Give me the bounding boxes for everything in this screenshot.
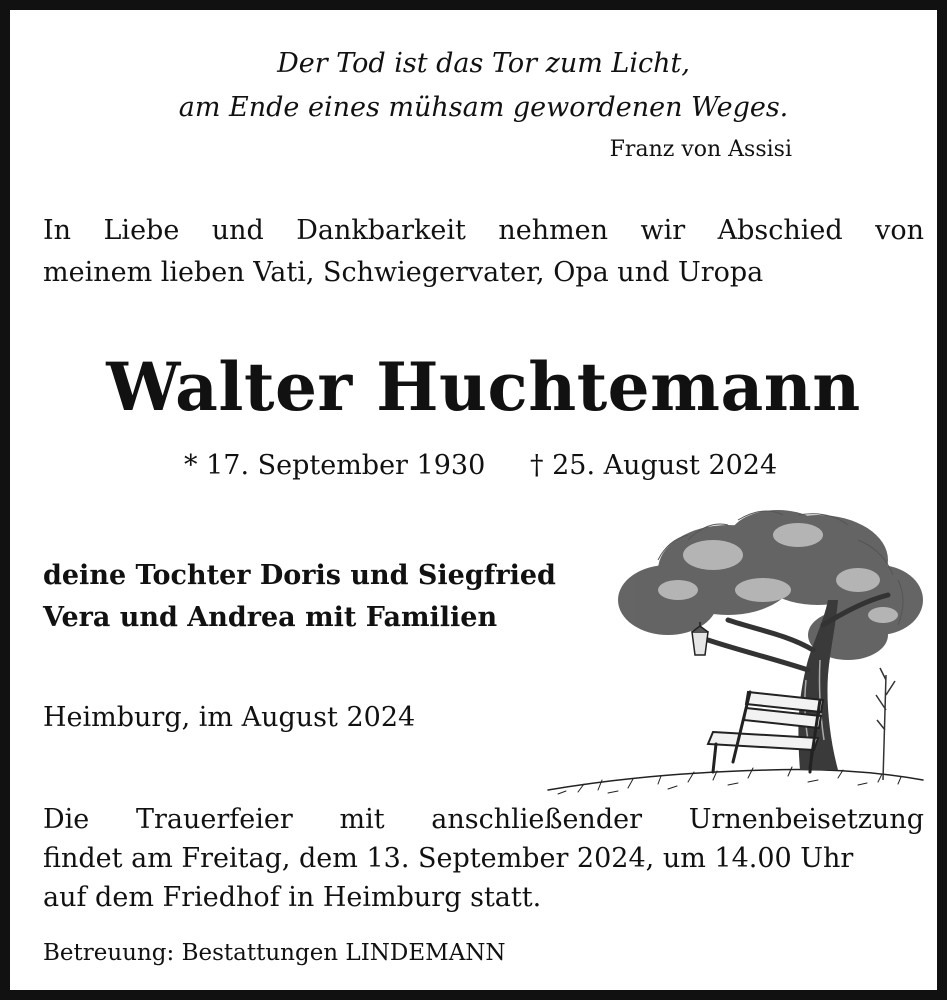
mourners-line-1: deine Tochter Doris und Siegfried bbox=[43, 560, 556, 591]
quote-line-2: am Ende eines mühsam gewordenen Weges. bbox=[178, 92, 789, 123]
deceased-name: Walter Huchtemann bbox=[106, 348, 861, 426]
service-line-2: findet am Freitag, dem 13. September 2024, um 14.00 Uhr bbox=[43, 843, 854, 874]
service-details bbox=[43, 800, 924, 917]
quote-author: Franz von Assisi bbox=[609, 137, 792, 162]
service-line-1: Die Trauerfeier mit anschließender Urnenbeisetzung bbox=[43, 804, 924, 835]
mourners-line-2: Vera und Andrea mit Familien bbox=[43, 602, 498, 633]
death-date: † 25. August 2024 bbox=[530, 450, 778, 481]
intro-line-2: meinem lieben Vati, Schwiegervater, Opa und Uropa bbox=[43, 257, 764, 288]
place-date: Heimburg, im August 2024 bbox=[43, 702, 416, 733]
funeral-home-credit: Betreuung: Bestattungen LINDEMANN bbox=[43, 940, 506, 966]
quote-line-1: Der Tod ist das Tor zum Licht, bbox=[277, 48, 690, 79]
intro-line-1: In Liebe und Dankbarkeit nehmen wir Abschied von bbox=[43, 215, 924, 246]
birth-date: * 17. September 1930 bbox=[184, 450, 486, 481]
tree-with-bench-and-lantern-icon bbox=[538, 500, 928, 800]
service-line-3: auf dem Friedhof in Heimburg statt. bbox=[43, 882, 542, 913]
